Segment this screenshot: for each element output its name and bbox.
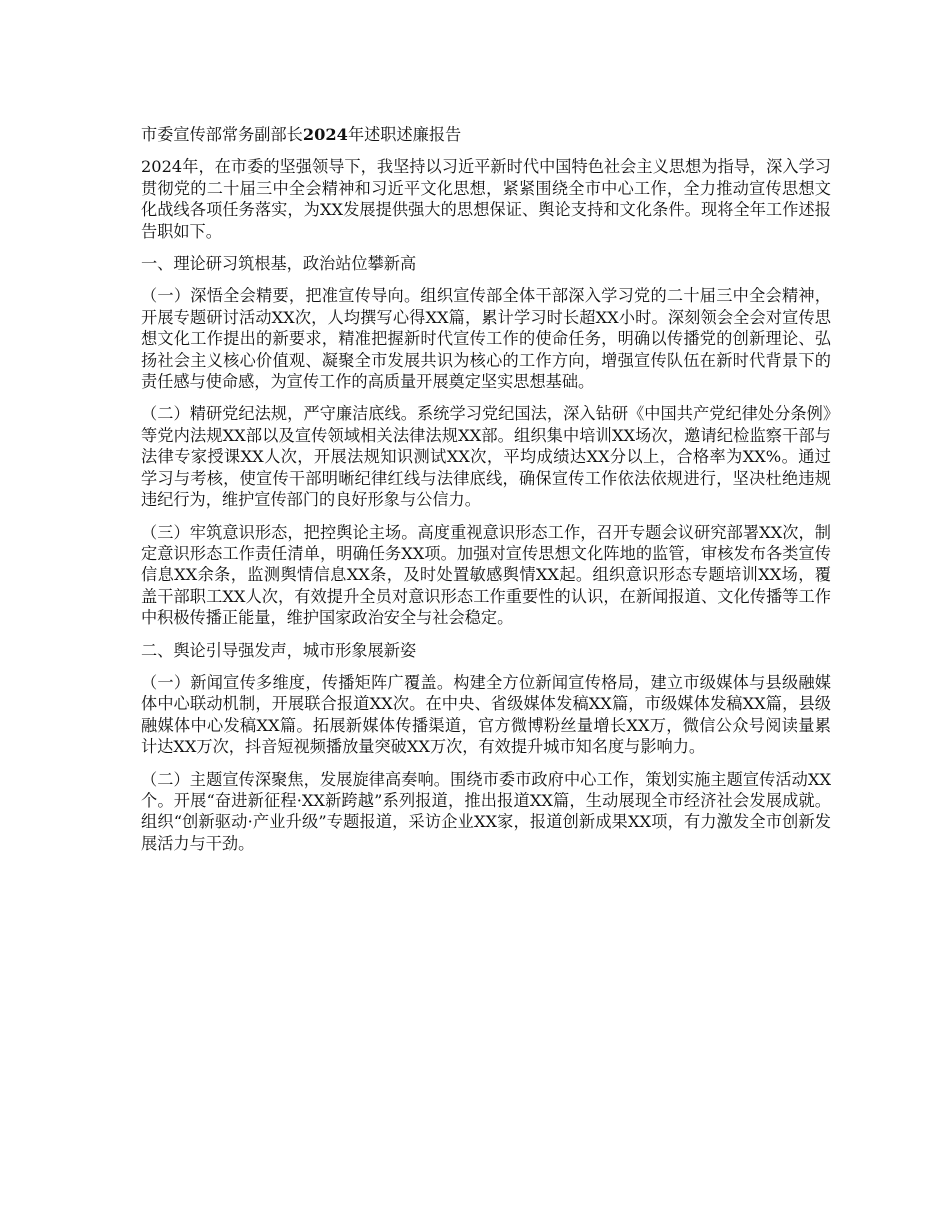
section-2-paragraph-2: （二）主题宣传深聚焦，发展旋律高奏响。围绕市委市政府中心工作，策划实施主题宣传活动XX个。开展“奋进新征程·XX新跨越”系列报道，推出报道XX篇，生动展现全市经济社会发展成就。组织“创新驱动·产业升级”专题报道，采访企业XX家，报道创新成果XX项，有力激发全市创新发展活力与干劲。 bbox=[141, 769, 831, 853]
title-suffix: 年述职述廉报告 bbox=[347, 125, 462, 144]
title-year: 2024 bbox=[302, 125, 348, 144]
document-page bbox=[141, 124, 831, 865]
section-heading-2: 二、舆论引导强发声，城市形象展新姿 bbox=[141, 640, 417, 660]
intro-paragraph: 2024年，在市委的坚强领导下，我坚持以习近平新时代中国特色社会主义思想为指导，深入学习贯彻党的二十届三中全会精神和习近平文化思想，紧紧围绕全市中心工作，全力推动宣传思想文化战线各项任务落实，为XX发展提供强大的思想保证、舆论支持和文化条件。现将全年工作述报告职如下。 bbox=[141, 157, 831, 241]
section-1-paragraph-2: （二）精研党纪法规，严守廉洁底线。系统学习党纪国法，深入钻研《中国共产党纪律处分条例》等党内法规XX部以及宣传领域相关法律法规XX部。组织集中培训XX场次，邀请纪检监察干部与法律专家授课XX人次，开展法规知识测试XX次，平均成绩达XX分以上，合格率为XX%。通过学习与考核，使宣传干部明晰纪律红线与法律底线，确保宣传工作依法依规进行，坚决杜绝违规违纪行为，维护宣传部门的良好形象与公信力。 bbox=[141, 404, 831, 510]
section-heading-1: 一、理论研习筑根基，政治站位攀新高 bbox=[141, 254, 417, 274]
section-1-paragraph-3: （三）牢筑意识形态，把控舆论主场。高度重视意识形态工作，召开专题会议研究部署XX次，制定意识形态工作责任清单，明确任务XX项。加强对宣传思想文化阵地的监管，审核发布各类宣传信息XX余条，监测舆情信息XX条，及时处置敏感舆情XX起。组织意识形态专题培训XX场，覆盖干部职工XX人次，有效提升全员对意识形态工作重要性的认识，在新闻报道、文化传播等工作中积极传播正能量，维护国家政治安全与社会稳定。 bbox=[141, 522, 831, 628]
document-title bbox=[141, 124, 831, 145]
section-2-paragraph-1: （一）新闻宣传多维度，传播矩阵广覆盖。构建全方位新闻宣传格局，建立市级媒体与县级融媒体中心联动机制，开展联合报道XX次。在中央、省级媒体发稿XX篇，市级媒体发稿XX篇，县级融媒体中心发稿XX篇。拓展新媒体传播渠道，官方微博粉丝量增长XX万，微信公众号阅读量累计达XX万次，抖音短视频播放量突破XX万次，有效提升城市知名度与影响力。 bbox=[141, 672, 831, 757]
title-prefix: 市委宣传部常务副部长 bbox=[141, 125, 303, 144]
section-1-paragraph-1: （一）深悟全会精要，把准宣传导向。组织宣传部全体干部深入学习党的二十届三中全会精神，开展专题研讨活动XX次，人均撰写心得XX篇，累计学习时长超XX小时。深刻领会全会对宣传思想文化工作提出的新要求，精准把握新时代宣传工作的使命任务，明确以传播党的创新理论、弘扬社会主义核心价值观、凝聚全市发展共识为核心的工作方向，增强宣传队伍在新时代背景下的责任感与使命感，为宣传工作的高质量开展奠定坚实思想基础。 bbox=[141, 286, 831, 392]
